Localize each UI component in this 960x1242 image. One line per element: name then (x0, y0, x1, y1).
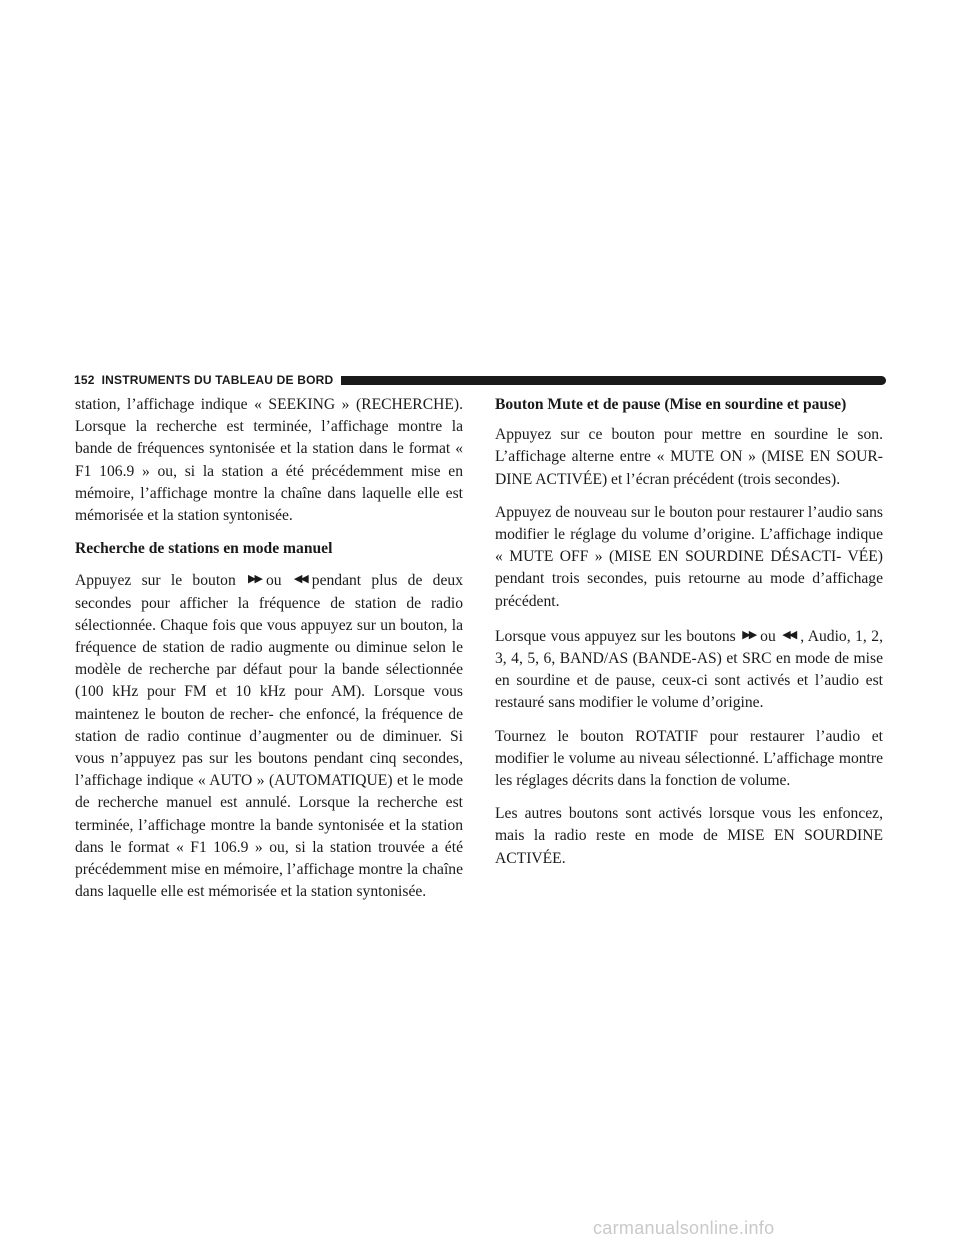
seek-down-icon: ◀◀ (293, 572, 307, 586)
section-heading: Bouton Mute et de pause (Mise en sourdine et pause) (495, 396, 847, 413)
seek-up-icon: ▶▶ (742, 627, 756, 641)
section-title: INSTRUMENTS DU TABLEAU DE BORD (101, 373, 334, 387)
paragraph (75, 568, 463, 903)
paragraph-text: ou (760, 627, 776, 645)
paragraph-text: Appuyez sur le bouton (75, 572, 236, 590)
seek-down-icon: ◀◀ (782, 627, 796, 641)
paragraph-text: pendant plus de deux secondes pour afficher la fréquence de station de radio sélectionnée. Chaque fois que vous appuyez sur un bouton, la fréquence de station de radio augmente ou diminue selon le modèle de recherche par défaut pour la bande sélectionnée (100 kHz pour FM et 10 kHz pour AM). Lorsque vous maintenez le bouton de recher- che enfoncé, la fréquence de station de radio continue d’augmenter ou de diminuer. Si vous n’appuyez pas sur les boutons pendant cinq secondes, l’affichage indique « AUTO » (AUTOMATIQUE) et le mode de recherche manuel est annulé. Lorsque la recherche est terminée, l’affichage montre la bande syntonisée et la station dans le format « F1 106.9 » ou, si la station trouvée a été précédemment mise en mémoire, l’affichage montre la chaîne dans laquelle elle est mémorisée et la station syntonisée. (75, 572, 463, 901)
paragraph: Tournez le bouton ROTATIF pour restaurer l’audio et modifier le volume au niveau sélectionné. L’affichage montre les réglages décrits dans la fonction de volume. (495, 727, 883, 790)
paragraph: Appuyez de nouveau sur le bouton pour restaurer l’audio sans modifier le réglage du volume d’origine. L’affichage indique « MUTE OFF » (MISE EN SOURDINE DÉSACTI- VÉE) pendant trois secondes, puis retourne au mode d’affichage précédent. (495, 503, 883, 610)
header-rule (341, 376, 886, 385)
section-heading: Recherche de stations en mode manuel (75, 540, 333, 558)
paragraph-text: Lorsque vous appuyez sur les boutons (495, 627, 736, 645)
paragraph: Les autres boutons sont activés lorsque vous les enfoncez, mais la radio reste en mode de MISE EN SOURDINE ACTIVÉE. (495, 805, 883, 867)
right-column (495, 394, 883, 881)
left-column (75, 394, 463, 914)
paragraph (495, 624, 883, 715)
paragraph: Appuyez sur ce bouton pour mettre en sourdine le son. L’affichage alterne entre « MUTE ON » (MISE EN SOUR- DINE ACTIVÉE) et l’écran précédent (trois secondes). (495, 426, 883, 488)
paragraph-text: , Audio, 1, 2, 3, 4, 5, 6, BAND/AS (BANDE-AS) et SRC en mode de mise en sourdine et de pause, ceux-ci sont activés et l’audio est restauré sans modifier le volume d’origine. (495, 627, 883, 712)
watermark: carmanualsonline.info (593, 1218, 775, 1238)
seek-up-icon: ▶▶ (248, 572, 261, 586)
paragraph: station, l’affichage indique « SEEKING » (RECHERCHE). Lorsque la recherche est terminée, l’affichage montre la bande de fréquences syntonisée et la station dans le format « F1 106.9 » ou, si la station a été précédemment mise en mémoire, l’affichage montre la chaîne dans laquelle elle est mémorisée et la station syntonisée. (75, 396, 463, 525)
page-number: 152 (74, 373, 95, 387)
paragraph-text: ou (265, 572, 282, 590)
page-header (74, 372, 886, 388)
